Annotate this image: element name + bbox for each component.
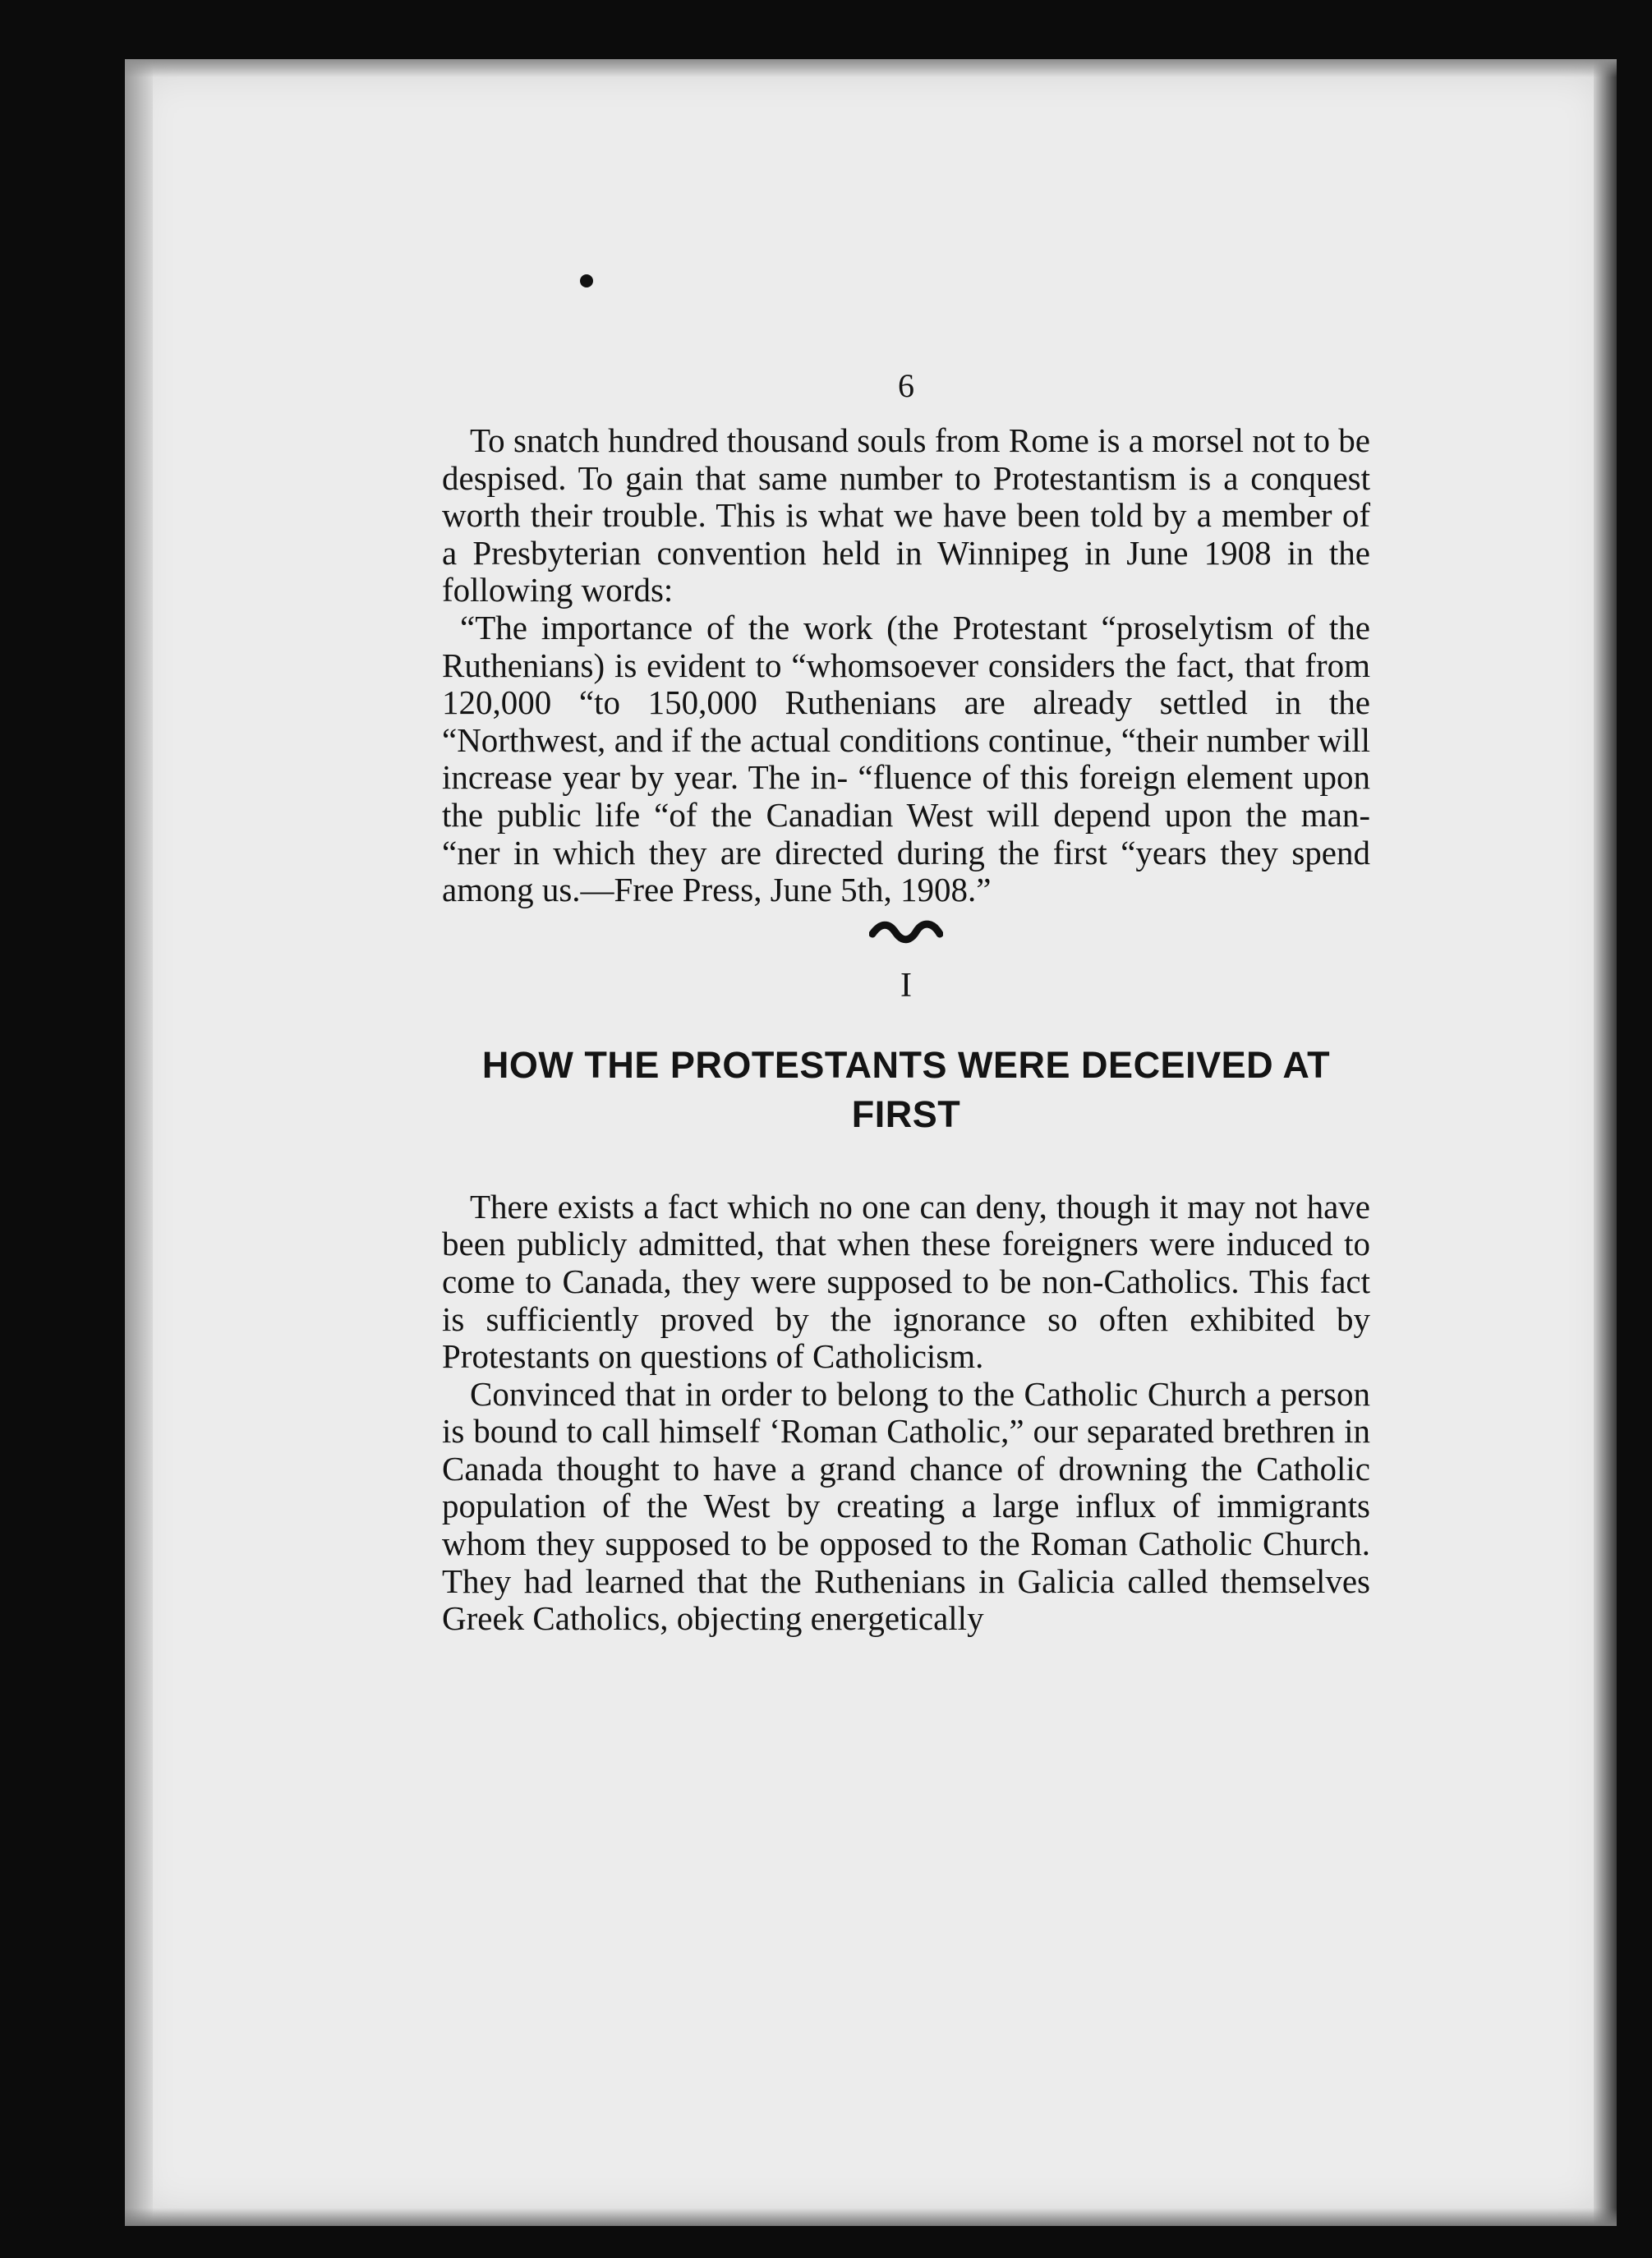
body-paragraph: Convinced that in order to belong to the Catholic Church a person is bound to call himself ‘Roman Catholic,” our separated brethren in Canada thought to have a grand chance of drowning the Catholic population of the West by creating a large influx of immigrants whom they supposed to be opposed to the Roman Catholic Church. They had learned that the Ruthenians in Galicia called themselves Greek Catholics, objecting energetically bbox=[442, 1374, 1370, 1638]
chapter-title: HOW THE PROTESTANTS WERE DECEIVED AT FIRST bbox=[481, 1043, 1331, 1135]
intro-paragraph: To snatch hundred thousand souls from Rome is a morsel not to be despised. To gain that same number to Protestantism is a conquest worth their trouble. This is what we have been told by a member of a Presbyterian convention held in Winnipeg in June 1908 in the following words: bbox=[442, 421, 1370, 609]
page-number: 6 bbox=[898, 367, 914, 404]
page-top-edge bbox=[125, 59, 1617, 77]
page-bottom-edge bbox=[125, 2208, 1617, 2226]
page-text bbox=[442, 368, 1370, 1638]
ink-dot bbox=[580, 274, 593, 287]
wavy-ornament-icon bbox=[869, 916, 943, 945]
chapter-number: I bbox=[900, 966, 912, 1005]
body-paragraph: There exists a fact which no one can deny, though it may not have been publicly admitted, that when these foreigners were induced to come to Canada, they were supposed to be non-Catholics. This fact is sufficiently proved by the ignorance so often exhibited by Protestants on questions of Catholicism. bbox=[442, 1187, 1370, 1376]
quote-paragraph: “The importance of the work (the Protestant “proselytism of the Ruthenians) is evident to “whomsoever considers the fact, that from 120,000 “to 150,000 Ruthenians are already settled in the “Northwest, and if the actual conditions continue, “their number will increase year by year. The in- “fluence of this foreign element upon the public life “of the Canadian West will depend upon the man- “ner in which they are directed during the first “years they spend among us.—Free Press, June 5th, 1908.” bbox=[442, 608, 1370, 909]
